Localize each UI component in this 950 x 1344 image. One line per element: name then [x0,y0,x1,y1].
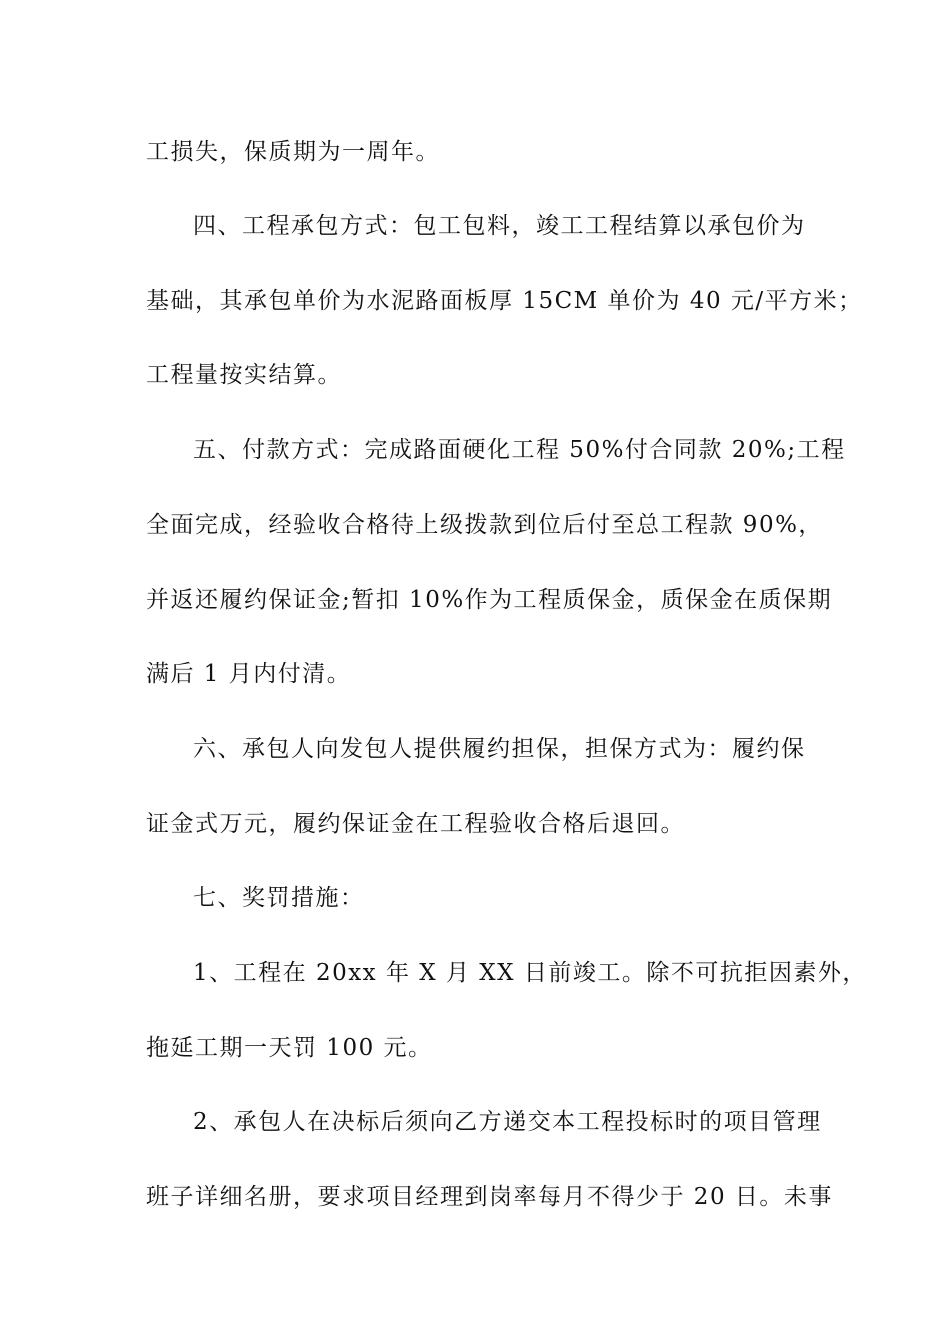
text-line-3: 基础，其承包单价为水泥路面板厚 15CM 单价为 40 元/平方米； [146,288,863,314]
clause-2-line: 2、承包人在决标后须向乙方递交本工程投标时的项目管理 [193,1109,822,1135]
text-line-4: 工程量按实结算。 [146,362,342,388]
text-line-7: 并返还履约保证金;暂扣 10%作为工程质保金，质保金在质保期 [146,587,833,613]
text-line-8: 满后 1 月内付清。 [146,661,352,687]
text-line-13: 拖延工期一天罚 100 元。 [146,1035,433,1061]
section-5-heading-line: 五、付款方式：完成路面硬化工程 50%付合同款 20%;工程 [193,437,846,463]
section-6-heading-line: 六、承包人向发包人提供履约担保，担保方式为：履约保 [193,736,806,762]
section-7-heading-line: 七、奖罚措施： [193,885,365,911]
text-line-15: 班子详细名册，要求项目经理到岗率每月不得少于 20 日。未事 [146,1184,833,1210]
text-line-1: 工损失，保质期为一周年。 [146,139,440,165]
section-4-heading-line: 四、工程承包方式：包工包料，竣工工程结算以承包价为 [193,213,806,239]
clause-1-line: 1、工程在 20xx 年 X 月 XX 日前竣工。除不可抗拒因素外， [193,960,867,986]
text-line-6: 全面完成，经验收合格待上级拨款到位后付至总工程款 90%， [146,512,823,538]
text-line-10: 证金式万元，履约保证金在工程验收合格后退回。 [146,811,685,837]
